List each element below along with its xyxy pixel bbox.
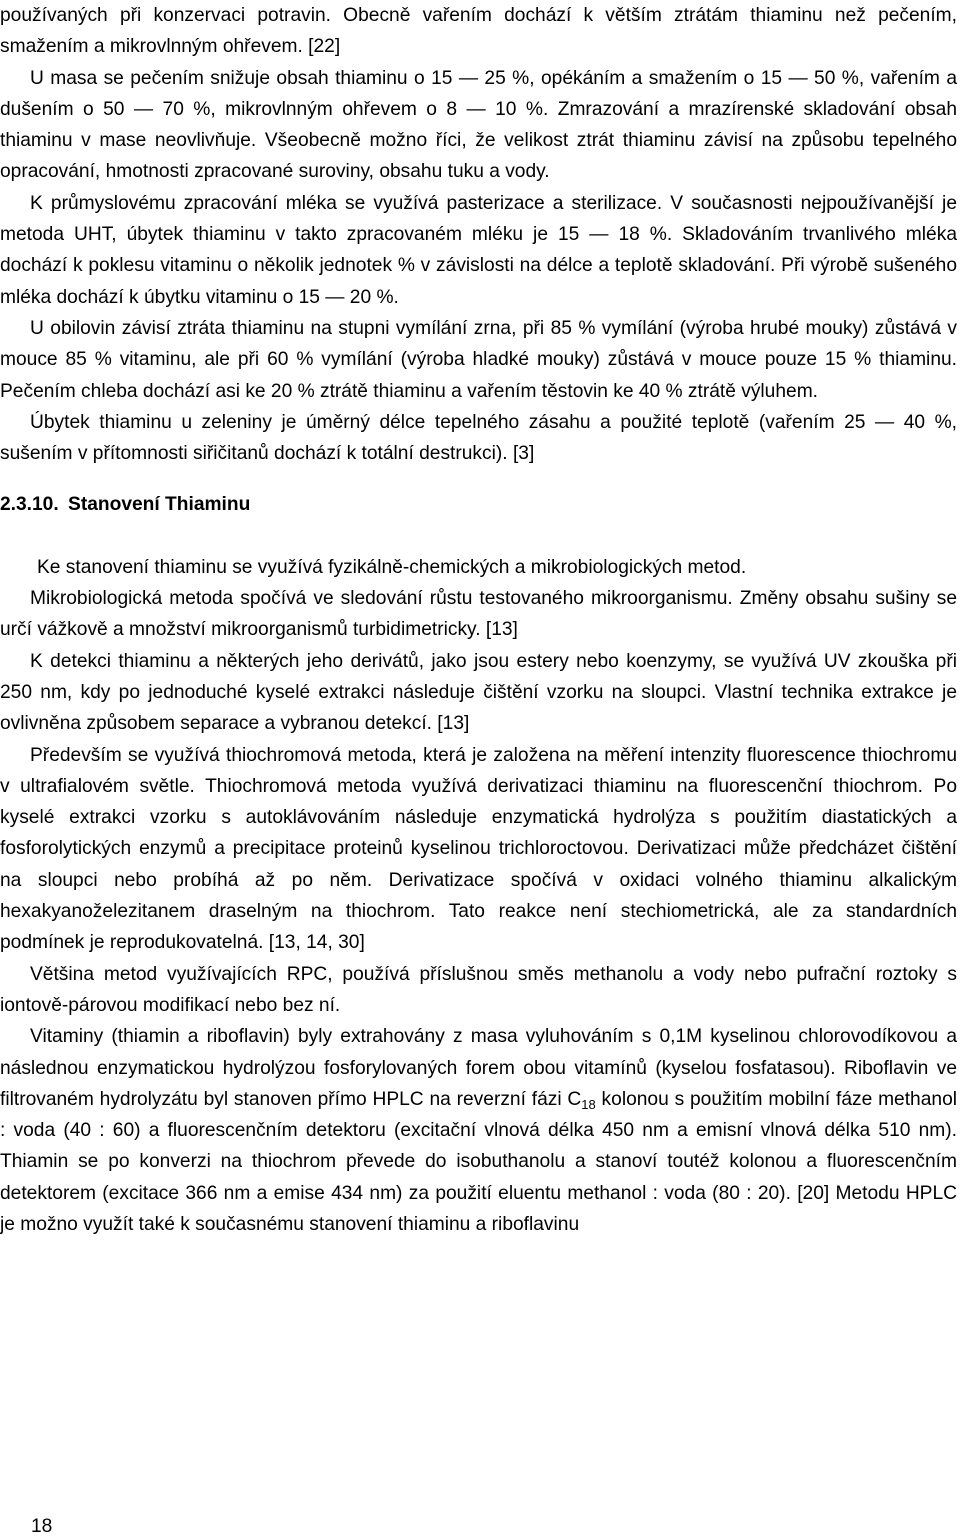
paragraph-5: Úbytek thiaminu u zeleniny je úměrný délce tepelného zásahu a použité teplotě (vařením 25 — 40 %, sušením v přítomnosti siřičitanů dochází k totální destrukci). [3]	[0, 411, 957, 465]
paragraph-10: Většina metod využívajících RPC, používá příslušnou směs methanolu a vody nebo pufrační roztoky s iontově-párovou modifikací nebo bez ní.	[0, 963, 957, 1016]
section-heading	[0, 489, 957, 520]
section-title: Stanovení Thiaminu	[68, 494, 251, 516]
paragraph-3: K průmyslovému zpracování mléka se využívá pasterizace a sterilizace. V současnosti nejpoužívanější je metoda UHT, úbytek thiaminu v takto zpracovaném mléku je 15 — 18 %. Skladováním trvanlivého mléka dochází k poklesu vitaminu o několik jednotek % v závislosti na délce a teplotě skladování. Při výrobě sušeného mléka dochází k úbytku vitaminu o 15 — 20 %.	[0, 192, 957, 308]
paragraph-7: Mikrobiologická metoda spočívá ve sledování růstu testovaného mikroorganismu. Změny obsahu sušiny se určí vážkově a množství mikroorganismů turbidimetricky. [13]	[0, 588, 957, 641]
page-number: 18	[31, 1516, 53, 1537]
paragraph-8: K detekci thiaminu a některých jeho derivátů, jako jsou estery nebo koenzymy, se využívá UV zkouška při 250 nm, kdy po jednoduché kyselé extrakci následuje čištění vzorku na sloupci. Vlastní technika extrakce je ovlivněna způsobem separace a vybranou detekcí. [13]	[0, 650, 957, 735]
paragraph-6: Ke stanovení thiaminu se využívá fyzikálně-chemických a mikrobiologických metod.	[37, 556, 747, 578]
paragraph-4: U obilovin závisí ztráta thiaminu na stupni vymílání zrna, při 85 % vymílání (výroba hrubé mouky) zůstává v mouce 85 % vitaminu, ale při 60 % vymílání (výroba hladké mouky) zůstává v mouce pouze 15 % thiaminu. Pečením chleba dochází asi ke 20 % ztrátě thiaminu a vařením těstovin ke 40 % ztrátě výluhem.	[0, 317, 957, 402]
paragraph-9: Především se využívá thiochromová metoda, která je založena na měření intenzity fluorescence thiochromu v ultrafialovém světle. Thiochromová metoda využívá derivatizaci thiaminu na fluorescenční thiochrom. Po kyselé extrakci vzorku s autoklávováním následuje enzymatická hydrolýza s použitím diastatických a fosforolytických enzymů a precipitace proteinů kyselinou trichloroctovou. Derivatizaci může předcházet čištění na sloupci nebo probíhá až po něm. Derivatizace spočívá v oxidaci volného thiaminu alkalickým hexakyanoželezitanem draselným na thiochrom. Tato reakce není stechiometrická, ale za standardních podmínek je reprodukovatelná. [13, 14, 30]	[0, 744, 957, 954]
subscript-18: 18	[581, 1096, 596, 1112]
paragraph-11	[0, 1021, 957, 1240]
paragraph-11-part2: kolonou s použitím mobilní fáze methanol : voda (40 : 60) a fluorescenčním detektoru (excitační vlnová délka 450 nm a emisní vlnová délka 510 nm). Thiamin se po konverzi na thiochrom převede do isobuthanolu a stanoví toutéž kolonou a fluorescenčním detektorem (excitace 366 nm a emise 434 nm) za použití eluentu methanol : voda (80 : 20). [20] Metodu HPLC je možno využít také k současnému stanovení thiaminu a riboflavinu	[0, 1088, 957, 1235]
paragraph-1: používaných při konzervaci potravin. Obecně vařením dochází k větším ztrátám thiaminu než pečením, smažením a mikrovlnným ohřevem. [22]	[0, 5, 957, 58]
paragraph-11-part1: Vitaminy (thiamin a riboflavin) byly extrahovány z masa vyluhováním s 0,1M kyselinou chlorovodíkovou a následnou enzymatickou hydrolýzou fosforylovaných forem obou vitamínů (kyselou fosfatasou). Riboflavin ve filtrovaném hydrolyzátu byl stanoven přímo HPLC na reverzní fázi C	[0, 1026, 957, 1110]
paragraph-2: U masa se pečením snižuje obsah thiaminu o 15 — 25 %, opékáním a smažením o 15 — 50 %, vařením a dušením o 50 — 70 %, mikrovlnným ohřevem o 8 — 10 %. Zmrazování a mrazírenské skladování obsah thiaminu v mase neovlivňuje. Všeobecně možno říci, že velikost ztrát thiaminu závisí na způsobu tepelného opracování, hmotnosti zpracované suroviny, obsahu tuku a vody.	[0, 67, 957, 183]
section-number: 2.3.10.	[0, 494, 59, 516]
